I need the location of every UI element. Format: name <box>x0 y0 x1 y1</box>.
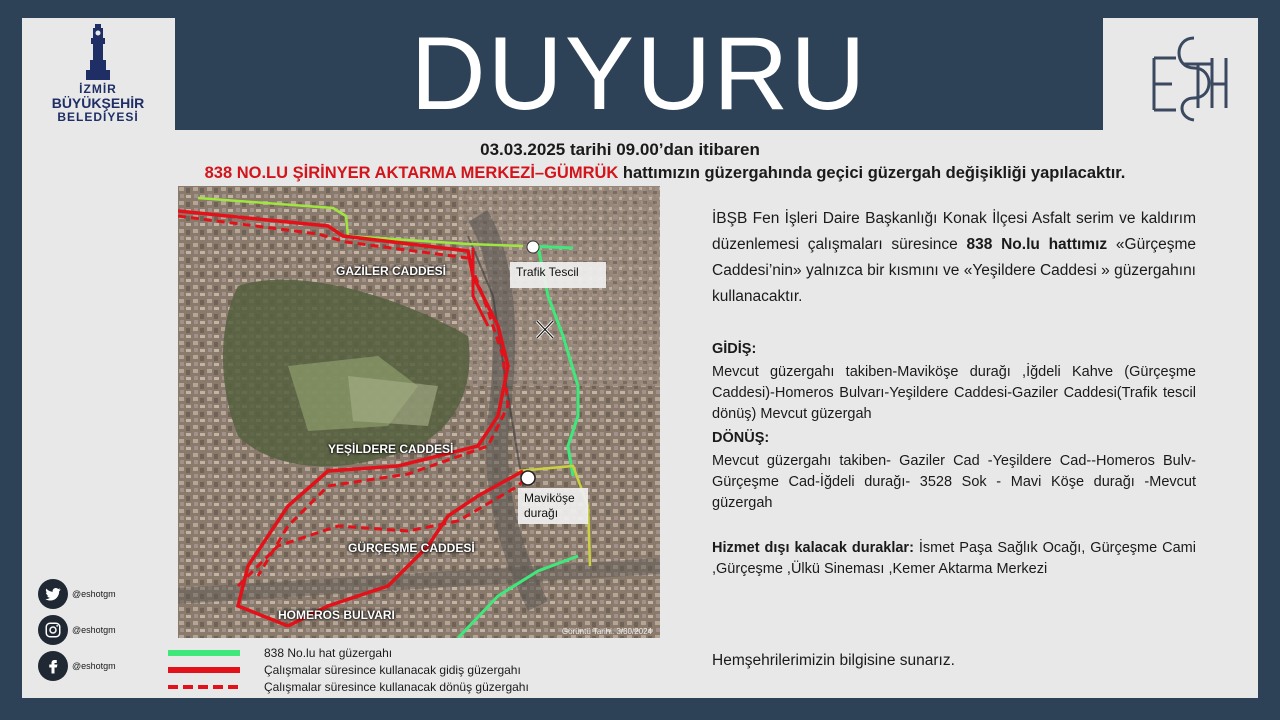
donus-title: DÖNÜŞ: <box>712 430 770 446</box>
route-name: 838 NO.LU ŞİRİNYER AKTARMA MERKEZİ–GÜMRÜK <box>204 164 619 182</box>
eshot-logo <box>1112 22 1252 130</box>
map-credit: Görüntü Tarihi: 3/30/2024 <box>561 627 652 636</box>
donus-body: Mevcut güzergahı takiben- Gaziler Cad -Yeşildere Cad--Homeros Bulv-Gürçeşme Cad-İğdeli durağı- 3528 Sok - Mavi Köşe durağı -Mevcut güzergah <box>712 453 1196 511</box>
route-map <box>178 186 660 638</box>
mavikose-label-line1: Maviköşe <box>524 491 575 505</box>
trafik-tescil-marker <box>527 241 539 253</box>
instagram-handle[interactable]: @eshotgm <box>72 625 116 635</box>
map-label-yesildere: YEŞİLDERE CADDESİ <box>328 442 454 456</box>
legend-label: 838 No.lu hat güzergahı <box>264 645 393 660</box>
route-message: hattımızın güzergahında geçici güzergah değişikliği yapılacaktır. <box>618 164 1126 182</box>
out-of-service-text <box>712 538 1196 580</box>
gidis-title: GİDİŞ: <box>712 341 757 357</box>
trafik-tescil-label: Trafik Tescil <box>510 262 606 288</box>
facebook-handle[interactable]: @eshotgm <box>72 661 116 671</box>
logo-line-izmir: İZMİR <box>79 82 117 96</box>
social-instagram[interactable] <box>38 612 116 648</box>
out-of-service-list: İsmet Paşa Sağlık Ocağı, Gürçeşme Cami ,Gürçeşme ,Ülkü Sineması ,Kemer Aktarma Merkezi <box>712 540 1196 577</box>
izmir-buyuksehir-logo <box>28 22 168 134</box>
mavikose-stop-marker <box>521 471 535 485</box>
intro-route-bold: 838 No.lu hattımız <box>966 236 1108 253</box>
legend-label: Çalışmalar süresince kullanacak dönüş güzergahı <box>264 679 529 694</box>
gidis-body: Mevcut güzergahı takiben-Maviköşe durağı ,İğdeli Kahve (Gürçeşme Caddesi)-Homeros Bulvarı-Yeşildere Caddesi-Gaziler Caddesi(Trafik tescil dönüş) Mevcut güzergah <box>712 364 1196 422</box>
clock-tower-icon <box>78 22 118 82</box>
intro-text-2: «Gürçeşme Caddesi’nin» yalnızca bir kısmını ve «Yeşildere Caddesi » güzergahını kullanacaktır. <box>712 236 1197 305</box>
social-links <box>38 576 116 684</box>
legend-swatch-red-dashed <box>168 685 240 689</box>
intro-paragraph <box>712 206 1196 310</box>
out-of-service-section <box>712 538 1196 580</box>
satellite-map-image <box>178 186 660 638</box>
effective-date: 03.03.2025 tarihi 09.00’dan itibaren <box>480 140 760 159</box>
intro-text-1: İBŞB Fen İşleri Daire Başkanlığı Konak İlçesi Asfalt serim ve kaldırım düzenlemesi çalışmaları süresince <box>712 210 1196 253</box>
logo-line-buyuksehir: BÜYÜKŞEHİR <box>51 95 145 111</box>
legend-item-current-route <box>168 644 529 661</box>
route-headline <box>150 164 1180 183</box>
twitter-icon[interactable] <box>38 579 68 609</box>
facebook-icon[interactable] <box>38 651 68 681</box>
mavikose-label-line2: durağı <box>524 506 559 520</box>
map-label-gaziler: GAZİLER CADDESİ <box>336 264 447 278</box>
map-label-gurcesme: GÜRÇEŞME CADDESİ <box>348 541 475 555</box>
map-legend <box>168 644 529 695</box>
mavikose-label <box>518 488 588 524</box>
eshot-monogram-icon <box>1134 28 1230 124</box>
twitter-handle[interactable]: @eshotgm <box>72 589 116 599</box>
title-banner <box>175 18 1103 130</box>
map-label-homeros: HOMEROS BULVARI <box>278 608 395 622</box>
social-twitter[interactable] <box>38 576 116 612</box>
page-title: DUYURU <box>410 16 868 132</box>
social-facebook[interactable] <box>38 648 116 684</box>
legend-item-outbound-route <box>168 661 529 678</box>
legend-label: Çalışmalar süresince kullanacak gidiş güzergahı <box>264 662 521 677</box>
closing-note: Hemşehrilerimizin bilgisine sunarız. <box>712 652 955 669</box>
gidis-section <box>712 336 1196 514</box>
out-of-service-title: Hizmet dışı kalacak duraklar: <box>712 540 914 556</box>
legend-swatch-red <box>168 667 240 673</box>
instagram-icon[interactable] <box>38 615 68 645</box>
logo-line-belediyesi: BELEDİYESİ <box>57 110 139 124</box>
legend-item-return-route <box>168 678 529 695</box>
legend-swatch-green <box>168 650 240 656</box>
